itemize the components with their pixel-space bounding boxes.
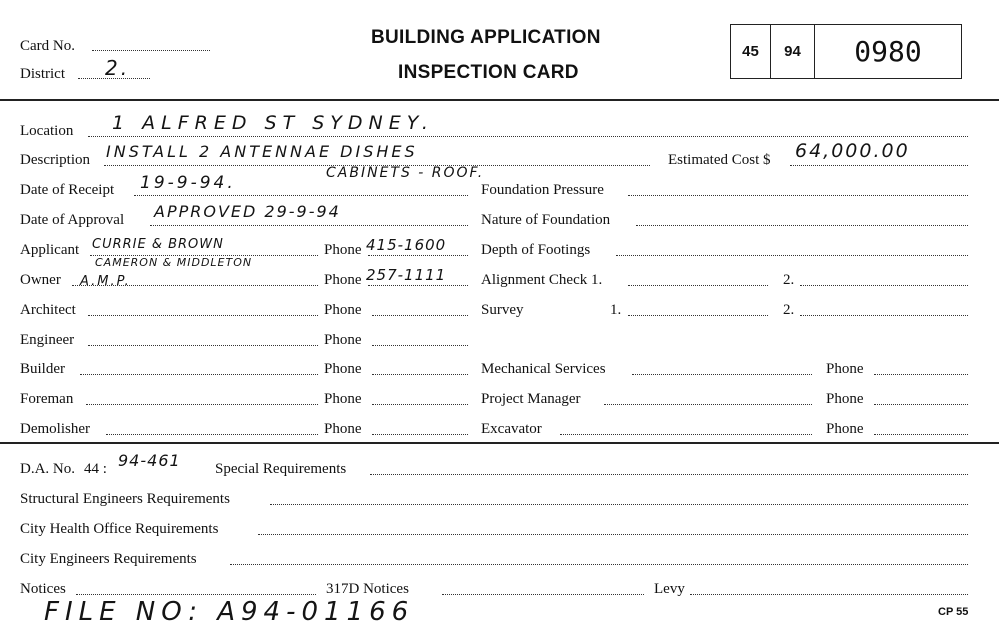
nature-foundation-field[interactable]: [636, 225, 968, 226]
alignment-check-1-field[interactable]: [628, 285, 768, 286]
card-no-field[interactable]: [92, 50, 210, 51]
survey-2-field[interactable]: [800, 315, 968, 316]
survey-1-field[interactable]: [628, 315, 768, 316]
demolisher-field[interactable]: [106, 434, 318, 435]
mechanical-services-label: Mechanical Services: [481, 361, 606, 377]
depth-footings-label: Depth of Footings: [481, 242, 591, 258]
depth-footings-field[interactable]: [616, 255, 968, 256]
project-manager-phone-field[interactable]: [874, 404, 968, 405]
owner-value-line2: A.M.P.: [80, 274, 131, 289]
excavator-phone-field[interactable]: [874, 434, 968, 435]
box-code-1: 45: [731, 25, 771, 78]
description-value: INSTALL 2 ANTENNAE DISHES: [106, 142, 418, 161]
applicant-label: Applicant: [20, 242, 80, 258]
card-title-line1: BUILDING APPLICATION: [371, 27, 601, 48]
excavator-field[interactable]: [560, 434, 812, 435]
mechanical-phone-field[interactable]: [874, 374, 968, 375]
builder-field[interactable]: [80, 374, 318, 375]
project-manager-phone-label: Phone: [826, 391, 864, 407]
location-value: 1 ALFRED ST SYDNEY.: [112, 112, 434, 134]
date-approval-field[interactable]: [150, 225, 468, 226]
district-label: District: [20, 66, 65, 82]
applicant-phone-label: Phone: [324, 242, 362, 258]
special-requirements-label: Special Requirements: [215, 461, 347, 477]
survey-2-label: 2.: [783, 302, 795, 318]
location-field[interactable]: [88, 136, 968, 137]
date-approval-value: APPROVED 29-9-94: [154, 202, 341, 221]
alignment-check-label: Alignment Check 1.: [481, 272, 603, 288]
location-label: Location: [20, 123, 74, 139]
builder-phone-field[interactable]: [372, 374, 468, 375]
excavator-phone-label: Phone: [826, 421, 864, 437]
demolisher-phone-label: Phone: [324, 421, 362, 437]
applicant-phone-field[interactable]: [368, 255, 468, 256]
foundation-pressure-field[interactable]: [628, 195, 968, 196]
architect-field[interactable]: [88, 315, 318, 316]
card-number-box: [730, 24, 962, 79]
applicant-value: CURRIE & BROWN: [92, 237, 224, 252]
structural-engineers-field[interactable]: [270, 504, 968, 505]
da-no-prefix: 44 :: [84, 461, 107, 477]
da-no-label: D.A. No.: [20, 461, 75, 477]
box-code-2: 94: [771, 25, 815, 78]
project-manager-label: Project Manager: [481, 391, 581, 407]
estimated-cost-value: 64,000.00: [795, 140, 910, 162]
city-health-label: City Health Office Requirements: [20, 521, 219, 537]
survey-1-label: 1.: [610, 302, 622, 318]
levy-field[interactable]: [690, 594, 968, 595]
header-divider: [0, 99, 999, 101]
description-label: Description: [20, 152, 90, 168]
structural-engineers-label: Structural Engineers Requirements: [20, 491, 230, 507]
estimated-cost-field[interactable]: [790, 165, 968, 166]
builder-phone-label: Phone: [324, 361, 362, 377]
special-requirements-field[interactable]: [370, 474, 968, 475]
card-title-line2: INSPECTION CARD: [398, 62, 579, 83]
mechanical-phone-label: Phone: [826, 361, 864, 377]
project-manager-field[interactable]: [604, 404, 812, 405]
owner-phone-value: 257-1111: [366, 266, 447, 284]
architect-label: Architect: [20, 302, 76, 318]
demolisher-phone-field[interactable]: [372, 434, 468, 435]
mechanical-services-field[interactable]: [632, 374, 812, 375]
middle-divider: [0, 442, 999, 444]
owner-value: CAMERON & MIDDLETON: [95, 256, 253, 269]
city-engineers-label: City Engineers Requirements: [20, 551, 197, 567]
demolisher-label: Demolisher: [20, 421, 90, 437]
description-value-line2: CABINETS - ROOF.: [326, 165, 485, 181]
da-no-value: 94-461: [118, 451, 181, 470]
foreman-label: Foreman: [20, 391, 74, 407]
engineer-phone-field[interactable]: [372, 345, 468, 346]
form-code: CP 55: [938, 606, 969, 618]
owner-phone-field[interactable]: [368, 285, 468, 286]
card-no-label: Card No.: [20, 38, 75, 54]
architect-phone-label: Phone: [324, 302, 362, 318]
notices-317d-label: 317D Notices: [326, 581, 409, 597]
district-value: 2.: [105, 56, 131, 80]
owner-phone-label: Phone: [324, 272, 362, 288]
box-card-number: 0980: [854, 35, 922, 68]
foreman-field[interactable]: [86, 404, 318, 405]
foreman-phone-field[interactable]: [372, 404, 468, 405]
notices-317d-field[interactable]: [442, 594, 644, 595]
engineer-field[interactable]: [88, 345, 318, 346]
city-health-field[interactable]: [258, 534, 968, 535]
architect-phone-field[interactable]: [372, 315, 468, 316]
city-engineers-field[interactable]: [230, 564, 968, 565]
applicant-phone-value: 415-1600: [366, 236, 447, 254]
date-receipt-value: 19-9-94.: [140, 173, 236, 193]
engineer-label: Engineer: [20, 332, 75, 348]
engineer-phone-label: Phone: [324, 332, 362, 348]
notices-label: Notices: [20, 581, 66, 597]
foreman-phone-label: Phone: [324, 391, 362, 407]
builder-label: Builder: [20, 361, 65, 377]
survey-label: Survey: [481, 302, 524, 318]
notices-field[interactable]: [76, 594, 316, 595]
nature-foundation-label: Nature of Foundation: [481, 212, 611, 228]
file-number: FILE NO: A94-01166: [44, 597, 415, 627]
owner-label: Owner: [20, 272, 61, 288]
alignment-2-label: 2.: [783, 272, 795, 288]
alignment-check-2-field[interactable]: [800, 285, 968, 286]
estimated-cost-label: Estimated Cost $: [668, 152, 771, 168]
excavator-label: Excavator: [481, 421, 542, 437]
date-receipt-label: Date of Receipt: [20, 182, 115, 198]
date-approval-label: Date of Approval: [20, 212, 125, 228]
foundation-pressure-label: Foundation Pressure: [481, 182, 604, 198]
levy-label: Levy: [654, 581, 685, 597]
date-receipt-field[interactable]: [134, 195, 468, 196]
